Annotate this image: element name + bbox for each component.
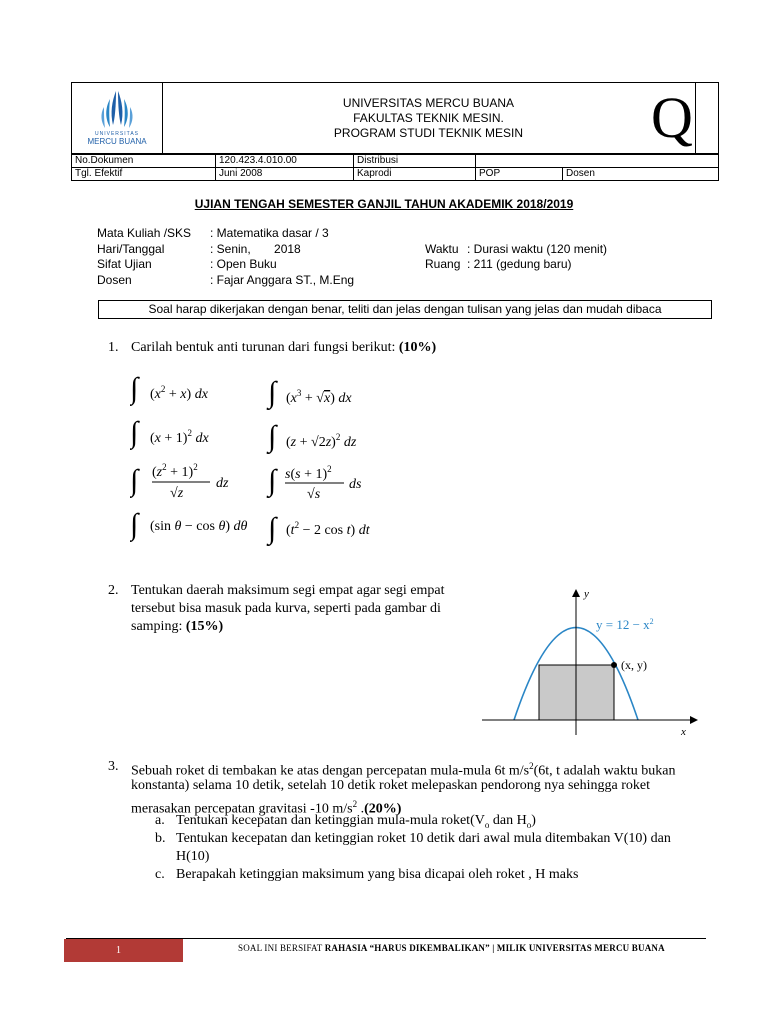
q3-percent: (20%) — [364, 801, 402, 817]
hari-value: : Senin, 2018 — [210, 242, 301, 256]
svg-text:∫: ∫ — [130, 464, 139, 497]
document-info-table — [71, 154, 719, 181]
integral-list — [130, 372, 430, 552]
q1-percent: (10%) — [398, 340, 437, 355]
svg-text:∫: ∫ — [268, 420, 277, 453]
point-marker — [611, 662, 617, 668]
q2-line3-text: samping: — [131, 619, 186, 634]
q3-number: 3. — [108, 759, 119, 774]
q3-b-label: b. — [155, 831, 166, 846]
q3-b-text: Tentukan kecepatan dan ketinggian roket 10 detik dari awal mula ditembakan V(10) dan — [176, 831, 671, 846]
table-row — [72, 155, 719, 168]
q3-a-text-1: Tentukan kecepatan dan ketinggian mula-mula roket(V — [176, 813, 485, 828]
parabola-graph — [478, 585, 703, 740]
x-axis-arrow-icon — [690, 716, 698, 724]
svg-text:(x + 1)2 dx: $(x + 1)^2$ dx — [150, 428, 209, 446]
footer-text-b: RAHASIA “HARUS DIKEMBALIKAN” | MILIK UNIVERSITAS MERCU BUANA — [324, 943, 665, 953]
ruang-label: Ruang — [425, 257, 461, 271]
integral-expressions — [130, 372, 430, 552]
exam-title-part1: UJIAN TENGAH SEMESTER — [194, 197, 355, 211]
dosen-value: : Fajar Anggara ST., M.Eng — [210, 273, 355, 287]
q3-line2: konstanta) selama 10 detik, setelah 10 detik roket melepaskan pendorong nya sehingga roket — [131, 778, 651, 793]
curve-label: $y = 12 - x^2$ — [596, 617, 654, 632]
svg-text:(x2 + x) dx: $(x^2 + x)$ dx — [150, 384, 208, 402]
q2-number: 2. — [108, 583, 119, 598]
q3-line1-text-b: (6t, t adalah waktu bukan — [533, 763, 676, 779]
dosen-label: Dosen — [97, 273, 132, 287]
svg-text:s(s + 1)2: $s(s + 1)^2$ — [285, 464, 332, 482]
svg-text:√s: √s — [307, 487, 321, 502]
q3-line1-text: Sebuah roket di tembakan ke atas dengan percepatan mula-mula 6t m/s — [131, 763, 530, 779]
q3-line3: merasakan percepatan gravitasi -10 $m/s^2$ .(20%) — [131, 799, 402, 817]
table-cell: No.Dokumen — [72, 155, 216, 168]
instruction-box: Soal harap dikerjakan dengan benar, teliti dan jelas dengan tulisan yang jelas dan mudah dibaca — [98, 300, 712, 319]
q3-c-text: Berapakah ketinggian maksimum yang bisa dicapai oleh roket , H maks — [176, 867, 579, 882]
footer-text-a: SOAL INI BERSIFAT — [238, 943, 325, 953]
svg-text:(sin θ − cos θ) dθ: (sin θ − cos θ) dθ — [150, 519, 248, 534]
q3-a-text-3: ) — [531, 813, 536, 828]
svg-text:dz: dz — [216, 476, 229, 491]
mata-kuliah-value: : Matematika dasar / 3 — [210, 226, 329, 240]
svg-text:∫: ∫ — [130, 508, 139, 541]
page-number: 1 — [116, 945, 121, 956]
y-axis-arrow-icon — [572, 589, 580, 597]
graph-x-label: x — [681, 726, 686, 738]
svg-text:(x3 + √x) dx: $(x^3 + √x)$ dx — [286, 388, 352, 406]
q3-c-label: c. — [155, 867, 165, 882]
table-cell: POP — [476, 168, 563, 181]
q3-a-text-2: dan H — [489, 813, 527, 828]
table-cell: Distribusi — [354, 155, 476, 168]
point-label: (x, y) — [621, 658, 647, 672]
header-title-line: PROGRAM STUDI TEKNIK MESIN — [333, 125, 524, 140]
svg-text:(t2 − 2 cos t) dt: ($t^2 - 2$ cos t) dt — [286, 520, 370, 538]
exam-title — [0, 197, 768, 211]
table-cell: Dosen — [563, 168, 719, 181]
q3-a-label: a. — [155, 813, 165, 828]
q3-line3-text: merasakan percepatan gravitasi -10 m/s — [131, 801, 353, 817]
q1-text — [131, 338, 436, 357]
exam-title-part2: GANJIL TAHUN AKADEMIK 2018/2019 — [354, 197, 574, 211]
q2-line2: tersebut bisa masuk pada kurva, seperti pada gambar di — [131, 601, 441, 616]
svg-text:∫: ∫ — [130, 416, 139, 449]
table-cell: Kaprodi — [354, 168, 476, 181]
header-title-line: UNIVERSITAS MERCU BUANA — [342, 95, 515, 110]
logo-cell — [72, 83, 163, 153]
q3-line1: Sebuah roket di tembakan ke atas dengan percepatan mula-mula 6t $m/s^2(6t$, t adalah waktu bukan — [131, 761, 676, 779]
q3-line3-text-b: . — [357, 801, 365, 817]
q2-percent: (15%) — [185, 619, 224, 634]
q3-a-text: Tentukan kecepatan dan ketinggian mula-mula $roket(V_o$ dan $H_o$) — [176, 813, 536, 830]
document-header — [71, 82, 719, 154]
hari-label: Hari/Tanggal — [97, 242, 165, 256]
svg-text:(z + √2z)2 dz: $(z + √2z)^2$ dz — [286, 432, 357, 450]
header-title — [162, 83, 696, 153]
svg-text:(z2 + 1)2: $(z^2 + 1)^2$ — [152, 462, 198, 480]
logo-text-top: UNIVERSITAS — [95, 131, 139, 137]
svg-text:√z: √z — [170, 486, 184, 501]
quality-mark: Q — [651, 85, 693, 150]
table-cell: Tgl. Efektif — [72, 168, 216, 181]
q2-line3 — [131, 617, 223, 636]
q2-line1: Tentukan daerah maksimum segi empat agar segi empat — [131, 583, 445, 598]
parabola-figure — [478, 585, 703, 740]
mata-kuliah-label: Mata Kuliah /SKS — [97, 226, 192, 240]
ruang-value: : 211 (gedung baru) — [467, 257, 572, 271]
waktu-value: : Durasi waktu (120 menit) — [467, 242, 608, 256]
svg-text:∫: ∫ — [268, 376, 277, 409]
waktu-label: Waktu — [425, 242, 459, 256]
q3-b-text-2: H(10) — [176, 849, 210, 864]
svg-text:∫: ∫ — [268, 512, 277, 545]
table-cell: 120.423.4.010.00 — [216, 155, 354, 168]
svg-text:ds: ds — [349, 477, 362, 492]
q1-number: 1. — [108, 340, 119, 355]
footer-text — [238, 943, 665, 953]
logo-text-bottom: MERCU BUANA — [87, 137, 147, 146]
sifat-label: Sifat Ujian — [97, 257, 152, 271]
svg-text:∫: ∫ — [130, 372, 139, 405]
q1-statement: Carilah bentuk anti turunan dari fungsi berikut: — [131, 340, 399, 355]
table-cell — [476, 155, 719, 168]
graph-y-label: y — [584, 588, 589, 600]
table-row — [72, 168, 719, 181]
sifat-value: : Open Buku — [210, 257, 277, 271]
svg-text:∫: ∫ — [268, 464, 277, 497]
header-title-line: FAKULTAS TEKNIK MESIN. — [353, 110, 504, 125]
table-cell: Juni 2008 — [216, 168, 354, 181]
